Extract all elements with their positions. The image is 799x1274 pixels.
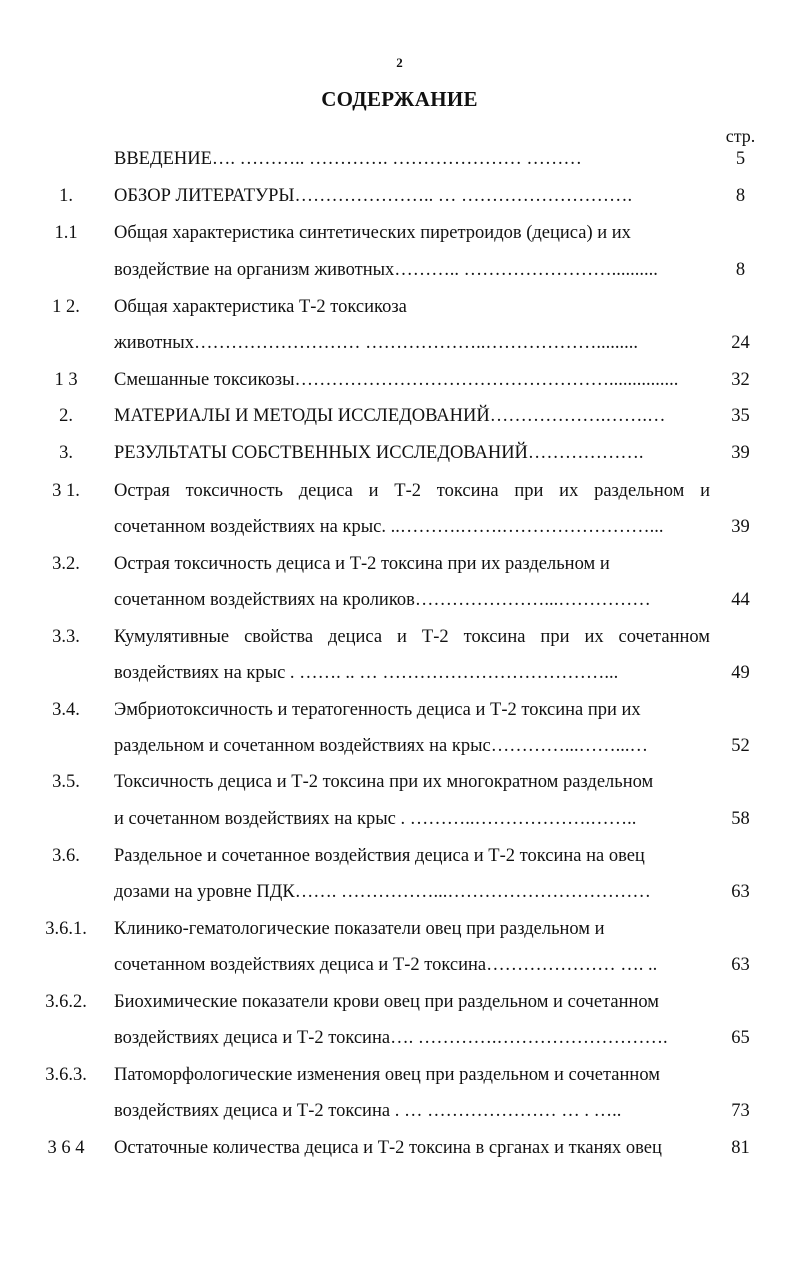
toc-entry-number: 3.6.3. <box>45 1065 87 1085</box>
toc-entry-continuation <box>0 660 799 686</box>
toc-entry-title: Смешанные токсикозы……………………………………………............... <box>114 370 679 390</box>
toc-entry-number: 1.1 <box>54 223 78 243</box>
toc-entry-number: 3.4. <box>52 700 80 720</box>
toc-entry-page: 52 <box>731 736 750 756</box>
page-number: 2 <box>396 55 403 70</box>
toc-entry-title-line2: раздельном и сочетанном воздействиях на крыс…………...……...… <box>114 736 648 756</box>
toc-entry-title: Кумулятивные свойства дециса и Т-2 токсина при их сочетанном <box>114 627 710 647</box>
toc-entry-title-line2: воздействиях на крыс . ……. .. … ………………………………... <box>114 663 619 683</box>
toc-entry-continuation <box>0 514 799 540</box>
toc-entry-title: Патоморфологические изменения овец при раздельном и сочетанном <box>114 1065 660 1085</box>
toc-entry-page: 39 <box>731 517 750 537</box>
toc-entry-title-line2: воздействиях дециса и Т-2 токсина…. ………….………………………. <box>114 1028 668 1048</box>
toc-entry-number: 3. <box>59 443 73 463</box>
toc-entry-page: 63 <box>731 955 750 975</box>
toc-entry-title: ВВЕДЕНИЕ…. ……….. …………. ………………… ……… <box>114 149 582 169</box>
toc-entry <box>0 1062 799 1088</box>
toc-entry <box>0 697 799 723</box>
toc-entry <box>0 769 799 795</box>
toc-entry-continuation <box>0 1025 799 1051</box>
toc-entry-continuation <box>0 733 799 759</box>
toc-entry-continuation <box>0 806 799 832</box>
toc-entry-title: РЕЗУЛЬТАТЫ СОБСТВЕННЫХ ИССЛЕДОВАНИЙ………………. <box>114 443 644 463</box>
toc-entry <box>0 551 799 577</box>
toc-entry-page: 5 <box>735 149 746 169</box>
toc-entry <box>0 220 799 246</box>
toc-entry <box>0 440 799 466</box>
toc-entry-page: 58 <box>731 809 750 829</box>
toc-entry-page: 8 <box>735 186 746 206</box>
toc-entry <box>0 916 799 942</box>
toc-entry-title-line2: воздействие на организм животных……….. …………………….......... <box>114 260 658 280</box>
toc-entry-title: ОБЗОР ЛИТЕРАТУРЫ………………….. … ………………………. <box>114 186 633 206</box>
toc-entry <box>0 624 799 650</box>
toc-entry-number: 3.3. <box>52 627 80 647</box>
toc-entry <box>0 989 799 1015</box>
toc-entry-title: Биохимические показатели крови овец при раздельном и сочетанном <box>114 992 659 1012</box>
toc-entry <box>0 1135 799 1161</box>
toc-entry-continuation <box>0 879 799 905</box>
toc-entry-page: 35 <box>731 406 750 426</box>
toc-entry-title-line2: и сочетанном воздействиях на крыс . ………..……………….…….. <box>114 809 637 829</box>
toc-entry-page: 73 <box>731 1101 750 1121</box>
toc-entry-number: 2. <box>59 406 73 426</box>
toc-entry <box>0 367 799 393</box>
toc-entry-title: МАТЕРИАЛЫ И МЕТОДЫ ИССЛЕДОВАНИЙ……………….…….… <box>114 406 666 426</box>
toc-entry-number: 3.5. <box>52 772 80 792</box>
toc-entry-title-line2: дозами на уровне ПДК……. ……………...…………………………… <box>114 882 651 902</box>
toc-entry-continuation <box>0 587 799 613</box>
toc-entry-page: 32 <box>731 370 750 390</box>
toc-entry-title: Острая токсичность дециса и Т-2 токсина при их раздельном и <box>114 554 610 574</box>
toc-entry-number: 3.6.2. <box>45 992 87 1012</box>
toc-entry-title: Эмбриотоксичность и тератогенность дециса и Т-2 токсина при их <box>114 700 641 720</box>
toc-entry-number: 3 6 4 <box>47 1138 85 1158</box>
toc-entry-title-line2: сочетанном воздействиях на кроликов…………………...…………… <box>114 590 651 610</box>
toc-entry-number: 1. <box>59 186 73 206</box>
toc-entry <box>0 403 799 429</box>
toc-entry-title-line2: животных……………………… ………………..………………......... <box>114 333 638 353</box>
toc-entry-title: Клинико-гематологические показатели овец при раздельном и <box>114 919 605 939</box>
toc-entry-page: 24 <box>731 333 750 353</box>
toc-entry-title: Общая характеристика Т-2 токсикоза <box>114 297 407 317</box>
toc-entry-number: 3.6.1. <box>45 919 87 939</box>
toc-entry <box>0 146 799 172</box>
toc-entry <box>0 294 799 320</box>
toc-entry-number: 3 1. <box>52 481 80 501</box>
toc-entry-page: 39 <box>731 443 750 463</box>
toc-entry-continuation <box>0 330 799 356</box>
page-title: СОДЕРЖАНИЕ <box>321 87 478 111</box>
toc-entry <box>0 183 799 209</box>
toc-entry-title-line2: сочетанном воздействиях дециса и Т-2 токсина………………… …. .. <box>114 955 658 975</box>
toc-entry-title-line2: воздействиях дециса и Т-2 токсина . … ………………… … . ….. <box>114 1101 622 1121</box>
toc-entry-title: Общая характеристика синтетических пиретроидов (дециса) и их <box>114 223 631 243</box>
toc-entry-continuation <box>0 952 799 978</box>
toc-entry <box>0 843 799 869</box>
toc-entry-title-line2: сочетанном воздействиях на крыс. ..……….…….……………………... <box>114 517 664 537</box>
toc-entry-number: 1 2. <box>52 297 80 317</box>
toc-entry-number: 3.2. <box>52 554 80 574</box>
toc-entry-continuation <box>0 257 799 283</box>
toc-entry-number: 3.6. <box>52 846 80 866</box>
toc-entry-continuation <box>0 1098 799 1124</box>
toc-entry <box>0 478 799 504</box>
page-column-label: стр. <box>725 126 756 146</box>
toc-entry-title: Острая токсичность дециса и Т-2 токсина при их раздельном и <box>114 481 710 501</box>
toc-entry-page: 63 <box>731 882 750 902</box>
toc-entry-page: 81 <box>731 1138 750 1158</box>
toc-entry-page: 65 <box>731 1028 750 1048</box>
toc-entry-page: 8 <box>735 260 746 280</box>
toc-entry-title: Остаточные количества дециса и Т-2 токсина в срганах и тканях овец <box>114 1138 662 1158</box>
toc-entry-page: 49 <box>731 663 750 683</box>
toc-entry-title: Токсичность дециса и Т-2 токсина при их многократном раздельном <box>114 772 654 792</box>
toc-entry-number: 1 3 <box>54 370 78 390</box>
toc-entry-page: 44 <box>731 590 750 610</box>
toc-entry-title: Раздельное и сочетанное воздействия дециса и Т-2 токсина на овец <box>114 846 645 866</box>
